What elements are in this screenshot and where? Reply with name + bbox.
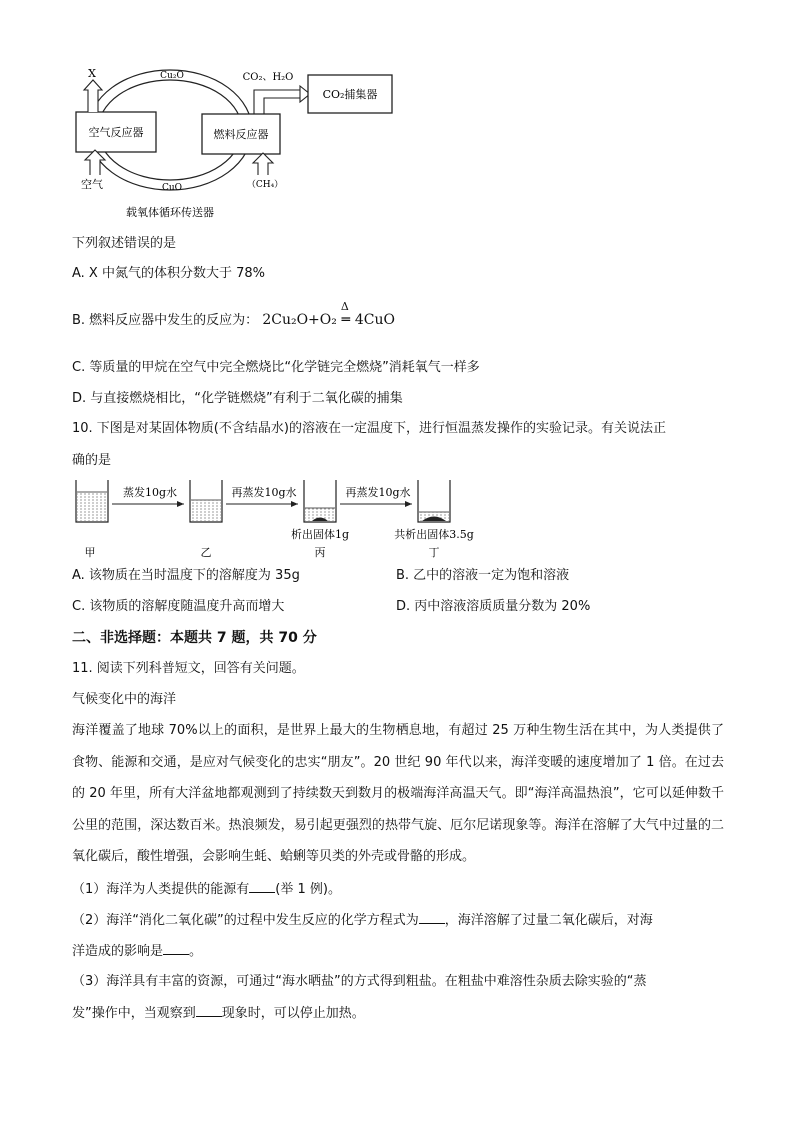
note-bing: 析出固体1g [290,528,350,541]
q11-sub2-cont-text: 洋造成的影响是 [72,944,164,959]
beaker-bing [304,480,336,522]
q10-option-c: C. 该物质的溶解度随温度升高而增大 [72,599,285,614]
air-reactor-label: 空气反应器 [88,126,144,139]
x-label: X [88,67,96,80]
fuel-reactor-label: 燃料反应器 [213,128,269,141]
q11-sub2 [72,911,653,930]
q11-sub2-mid: ，海洋溶解了过量二氧化碳后，对海 [444,913,653,928]
q10-option-a: A. 该物质在当时温度下的溶解度为 35g [72,568,300,583]
q11-stem: 11. 阅读下列科普短文，回答有关问题。 [72,661,305,676]
q11-sub2-cont [72,942,202,961]
cu2o-label: Cu₂O [160,71,184,81]
q11-sub2-text: （2）海洋“消化二氧化碳”的过程中发生反应的化学方程式为 [72,913,419,928]
q11-sub1-tail: (举 1 例)。 [275,882,341,897]
label-bing: 丙 [314,546,326,559]
label-ding: 丁 [428,546,440,559]
cuo-label: CuO [161,183,183,193]
ch4-inlet-arrow [253,153,273,175]
air-label: 空气 [81,178,103,191]
q10-option-d: D. 丙中溶液溶质质量分数为 20% [396,599,591,614]
label-jia: 甲 [84,546,96,559]
q11-title: 气候变化中的海洋 [72,692,177,707]
answer-blank-4[interactable] [196,1004,222,1017]
q10-stem-line1: 10. 下图是对某固体物质(不含结晶水)的溶液在一定温度下，进行恒温蒸发操作的实验记录。有关说法正 [72,421,666,436]
q10-option-b: B. 乙中的溶液一定为饱和溶液 [396,568,570,583]
step3-label: 再蒸发10g水 [345,486,411,499]
q9-stem: 下列叙述错误的是 [72,236,177,251]
q9-option-b-equation [262,300,395,328]
step2-label: 再蒸发10g水 [231,486,297,499]
step1-label: 蒸发10g水 [122,486,178,499]
ch4-label: （CH₄） [246,180,284,190]
co2-collector-label: CO₂捕集器 [322,88,378,101]
equation-condition: Δ [340,300,349,313]
outlet-pipe [254,90,300,114]
q10-stem-line2: 确的是 [72,453,112,468]
q11-sub1 [72,880,341,899]
label-yi: 乙 [200,546,212,559]
q11-passage: 海洋覆盖了地球 70%以上的面积，是世界上最大的生物栖息地，有超过 25 万种生物生活在其中，为人类提供了食物、能源和交通，是应对气候变化的忠实“朋友”。20 世纪 90 年代以来，海洋变暖的速度增加了 1 倍。在过去的 20 年里，所有大洋盆地都观测到了持续数天到数月的极端海洋高温天气。即“海洋高温热浪”，它可以延伸数千公里的范围，深达数百米。热浪频发，易引起更强烈的热带气旋、厄尔尼诺现象等。海洋在溶解了大气中过量的二氧化碳后，酸性增强，会影响生蚝、蛤蜊等贝类的外壳或骨骼的形成。 [72,723,724,864]
q9-option-c: C. 等质量的甲烷在空气中完全燃烧比“化学链完全燃烧”消耗氧气一样多 [72,360,480,375]
q11-sub2-end: 。 [189,944,203,959]
chemical-looping-diagram [68,60,398,225]
q9-option-b-text: B. 燃料反应器中发生的反应为： [72,313,259,328]
x-outlet-arrow [84,80,102,112]
q9-option-d: D. 与直接燃烧相比，“化学链燃烧”有利于二氧化碳的捕集 [72,391,403,406]
q11-sub3: （3）海洋具有丰富的资源，可通过“海水晒盐”的方式得到粗盐。在粗盐中难溶性杂质去除实验的“蒸 [72,974,647,989]
evaporation-diagram [68,472,498,562]
equation-arrow: Δ ═ [340,300,351,328]
answer-blank-1[interactable] [249,880,275,893]
q11-sub3-end: 现象时，可以停止加热。 [221,1006,365,1021]
equation-left: 2Cu₂O+O₂ [262,312,337,328]
note-ding: 共析出固体3.5g [394,528,474,541]
diagram1-caption: 载氧体循环传送器 [126,206,214,219]
beaker-jia [76,480,108,522]
air-inlet-arrow [85,150,105,175]
beaker-yi [190,480,222,522]
co2-h2o-label: CO₂、H₂O [242,72,294,83]
beaker-ding [418,480,450,522]
q11-sub3-cont [72,1004,365,1023]
section2-heading: 二、非选择题：本题共 7 题，共 70 分 [72,630,317,646]
q11-sub1-text: （1）海洋为人类提供的能源有 [72,882,250,897]
answer-blank-3[interactable] [163,942,189,955]
q9-option-b [72,300,395,330]
answer-blank-2[interactable] [419,911,445,924]
q9-option-a: A. X 中氮气的体积分数大于 78% [72,266,265,281]
equation-right: 4CuO [354,312,395,328]
q11-sub3-cont-text: 发”操作中，当观察到 [72,1006,196,1021]
